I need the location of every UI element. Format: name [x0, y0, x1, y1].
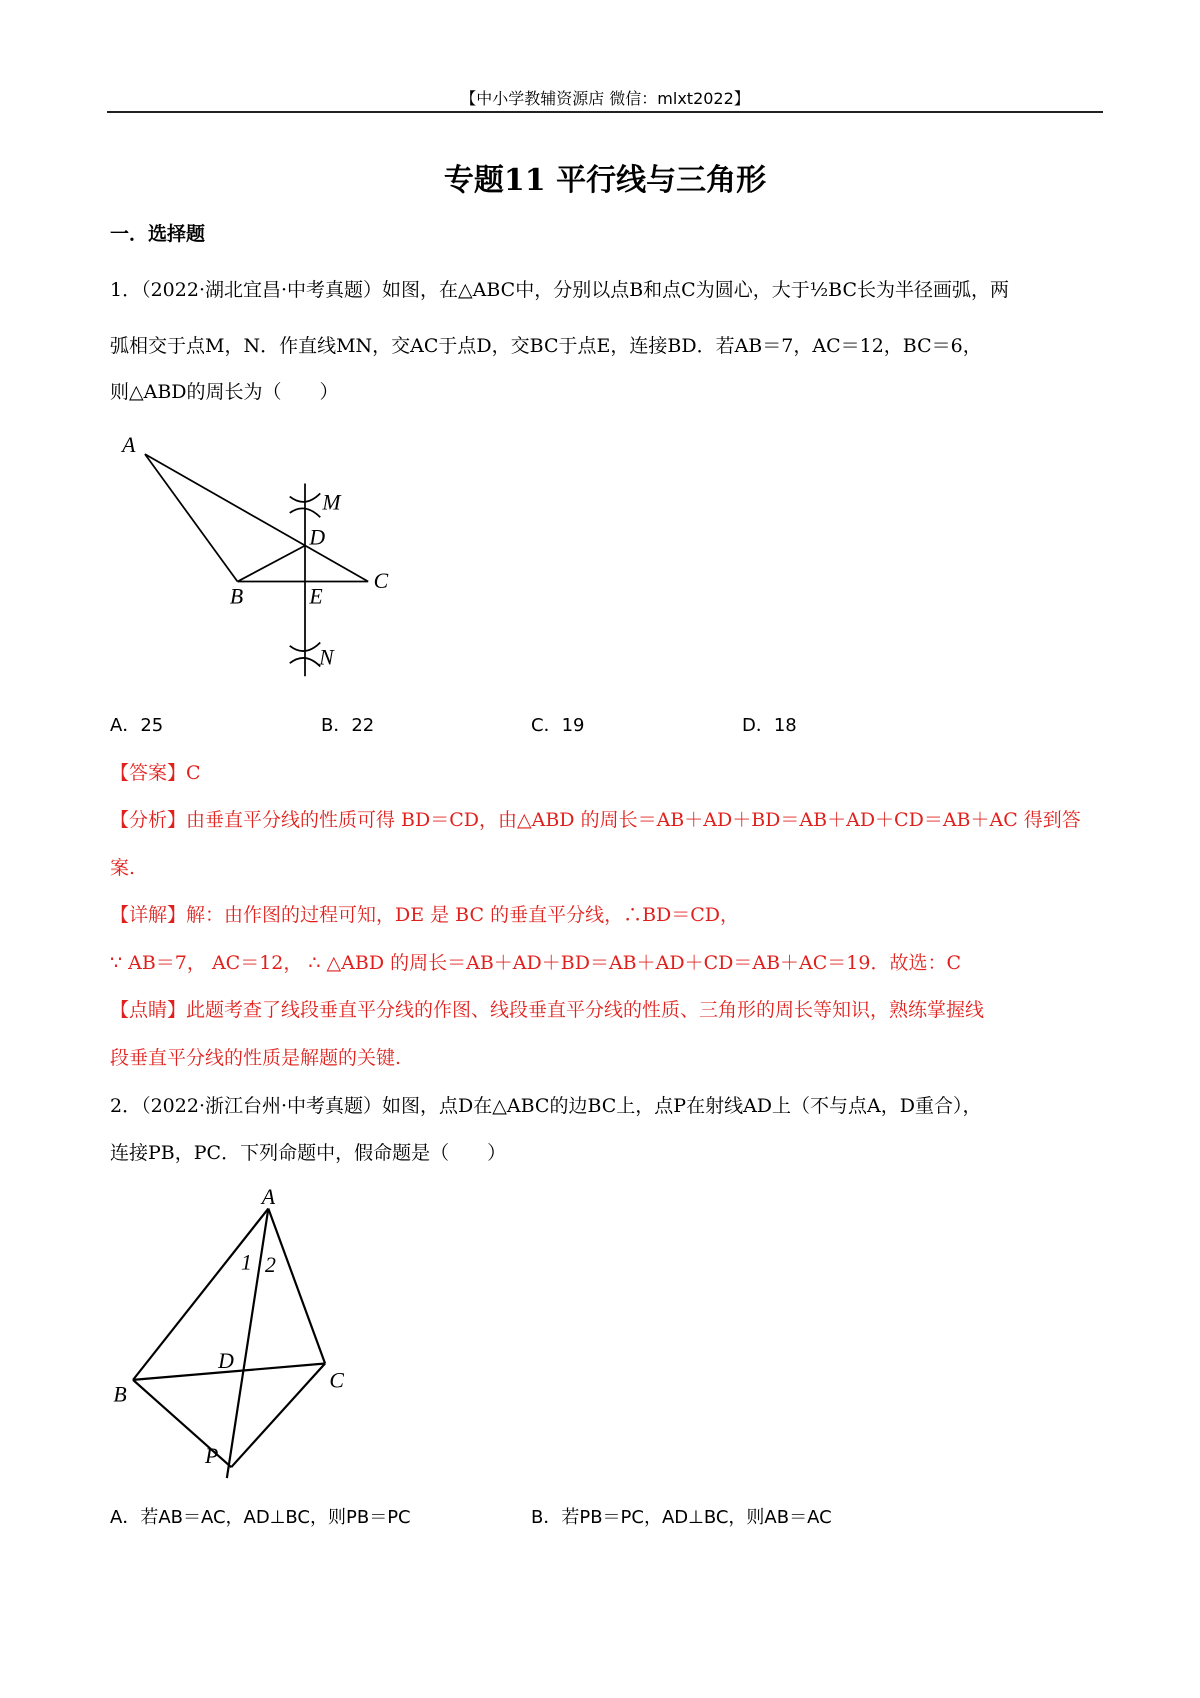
section-heading: 一．选择题	[110, 223, 206, 245]
header-divider	[107, 111, 1103, 113]
label-P: P	[205, 1443, 219, 1468]
q2-option-b: B．若PB＝PC，AD⊥BC，则AB＝AC	[531, 1507, 832, 1528]
label-B: B	[113, 1382, 127, 1407]
label-A: A	[261, 1185, 276, 1210]
q1-comment: 【点睛】此题考查了线段垂直平分线的作图、线段垂直平分线的性质、三角形的周长等知识，熟练掌握线	[110, 999, 985, 1021]
label-D: D	[218, 1348, 234, 1373]
q2-figure	[109, 1178, 360, 1489]
label-M: M	[322, 490, 341, 515]
q1-analysis: 【分析】由垂直平分线的性质可得 BD＝CD，由△ABD 的周长＝AB＋AD＋BD＝AB＋AD＋CD＝AB＋AC 得到答	[110, 809, 1081, 831]
label-C: C	[329, 1368, 344, 1393]
page-title: 专题11 平行线与三角形	[443, 163, 767, 198]
q1-option-b: B．22	[321, 715, 375, 736]
q2-line: 连接PB，PC．下列命题中，假命题是（ ）	[110, 1142, 507, 1164]
q2-line: 2．（2022·浙江台州·中考真题）如图，点D在△ABC的边BC上，点P在射线AD上（不与点A，D重合），	[110, 1095, 982, 1117]
q1-analysis: 案.	[110, 857, 136, 879]
q1-detail: ∵ AB＝7， AC＝12， ∴ △ABD 的周长＝AB＋AD＋BD＝AB＋AD＋CD＝AB＋AC＝19．故选：C	[110, 952, 962, 974]
label-angle-2: 2	[265, 1252, 276, 1277]
q1-line: 则△ABD的周长为（ ）	[110, 381, 339, 403]
label-B: B	[229, 584, 244, 609]
label-A: A	[122, 432, 136, 457]
q1-option-a: A．25	[110, 715, 164, 736]
q2-option-a: A．若AB＝AC，AD⊥BC，则PB＝PC	[110, 1507, 411, 1528]
q1-line: 弧相交于点M，N．作直线MN，交AC于点D，交BC于点E，连接BD．若AB＝7，AC＝12，BC＝6，	[110, 335, 982, 357]
page-header: 【中小学教辅资源店 微信：mlxt2022】	[460, 89, 750, 108]
label-N: N	[319, 645, 334, 670]
q1-option-d: D．18	[742, 715, 797, 736]
q1-comment: 段垂直平分线的性质是解题的关键.	[110, 1047, 402, 1069]
label-D: D	[309, 525, 326, 550]
q1-detail: 【详解】解：由作图的过程可知，DE 是 BC 的垂直平分线，∴BD＝CD，	[110, 904, 740, 926]
label-C: C	[373, 569, 389, 594]
q1-line: 1．（2022·湖北宜昌·中考真题）如图，在△ABC中，分别以点B和点C为圆心，大于½BC长为半径画弧，两	[110, 279, 1009, 301]
q1-option-c: C．19	[531, 715, 585, 736]
label-angle-1: 1	[241, 1250, 252, 1275]
q1-figure	[109, 431, 403, 682]
label-E: E	[309, 584, 323, 609]
q1-answer: 【答案】C	[110, 762, 201, 784]
